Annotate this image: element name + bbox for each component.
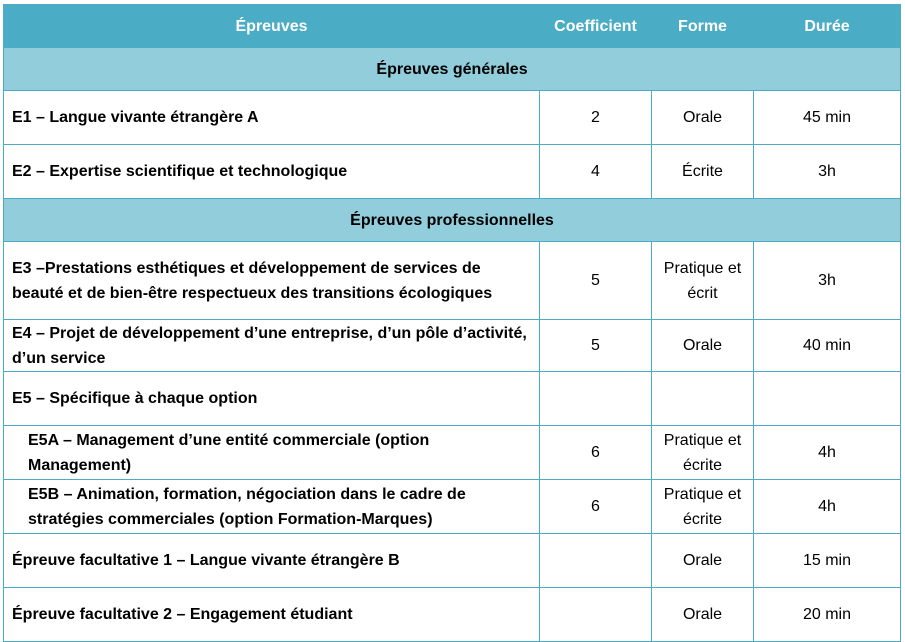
- row-label: E4 – Projet de développement d’une entreprise, d’un pôle d’activité, d’un service: [4, 320, 540, 372]
- header-forme: Forme: [652, 5, 754, 48]
- row-coefficient: 6: [540, 426, 652, 480]
- row-coefficient: 6: [540, 480, 652, 534]
- header-coefficient: Coefficient: [540, 5, 652, 48]
- row-forme: Pratique et écrite: [652, 426, 754, 480]
- row-duree: 20 min: [754, 588, 901, 642]
- row-coefficient: 5: [540, 320, 652, 372]
- section-row-generales: [4, 48, 901, 91]
- row-coefficient: 2: [540, 91, 652, 145]
- row-label: Épreuve facultative 1 – Langue vivante étrangère B: [4, 534, 540, 588]
- row-label: E5 – Spécifique à chaque option: [4, 372, 540, 426]
- table-row: [4, 91, 901, 145]
- row-duree: 4h: [754, 480, 901, 534]
- row-coefficient: [540, 372, 652, 426]
- row-duree: 3h: [754, 145, 901, 199]
- row-duree: 40 min: [754, 320, 901, 372]
- table-row: [4, 372, 901, 426]
- table-row: [4, 426, 901, 480]
- section-title-generales: Épreuves générales: [4, 48, 901, 91]
- row-forme: Orale: [652, 320, 754, 372]
- row-label: E2 – Expertise scientifique et technologique: [4, 145, 540, 199]
- row-forme: Orale: [652, 534, 754, 588]
- row-label: E5A – Management d’une entité commerciale (option Management): [4, 426, 540, 480]
- table-row: [4, 480, 901, 534]
- row-label: E1 – Langue vivante étrangère A: [4, 91, 540, 145]
- row-coefficient: [540, 534, 652, 588]
- table-row: [4, 320, 901, 372]
- row-duree: [754, 372, 901, 426]
- row-duree: 15 min: [754, 534, 901, 588]
- row-coefficient: [540, 588, 652, 642]
- table-row: [4, 145, 901, 199]
- row-coefficient: 4: [540, 145, 652, 199]
- row-forme: Pratique et écrit: [652, 242, 754, 320]
- table-row: [4, 534, 901, 588]
- row-coefficient: 5: [540, 242, 652, 320]
- row-forme: Orale: [652, 588, 754, 642]
- row-forme: Orale: [652, 91, 754, 145]
- row-forme: Pratique et écrite: [652, 480, 754, 534]
- row-label: Épreuve facultative 2 – Engagement étudiant: [4, 588, 540, 642]
- row-duree: 3h: [754, 242, 901, 320]
- table-row: [4, 588, 901, 642]
- header-row: [4, 5, 901, 48]
- row-label: E5B – Animation, formation, négociation dans le cadre de stratégies commerciales (option Formation-Marques): [4, 480, 540, 534]
- row-duree: 45 min: [754, 91, 901, 145]
- row-label: E3 –Prestations esthétiques et développement de services de beauté et de bien-être respectueux des transitions écologiques: [4, 242, 540, 320]
- row-duree: 4h: [754, 426, 901, 480]
- table-row: [4, 242, 901, 320]
- header-epreuves: Épreuves: [4, 5, 540, 48]
- section-title-professionnelles: Épreuves professionnelles: [4, 199, 901, 242]
- exam-table: [3, 4, 901, 642]
- row-forme: Écrite: [652, 145, 754, 199]
- section-row-professionnelles: [4, 199, 901, 242]
- row-forme: [652, 372, 754, 426]
- header-duree: Durée: [754, 5, 901, 48]
